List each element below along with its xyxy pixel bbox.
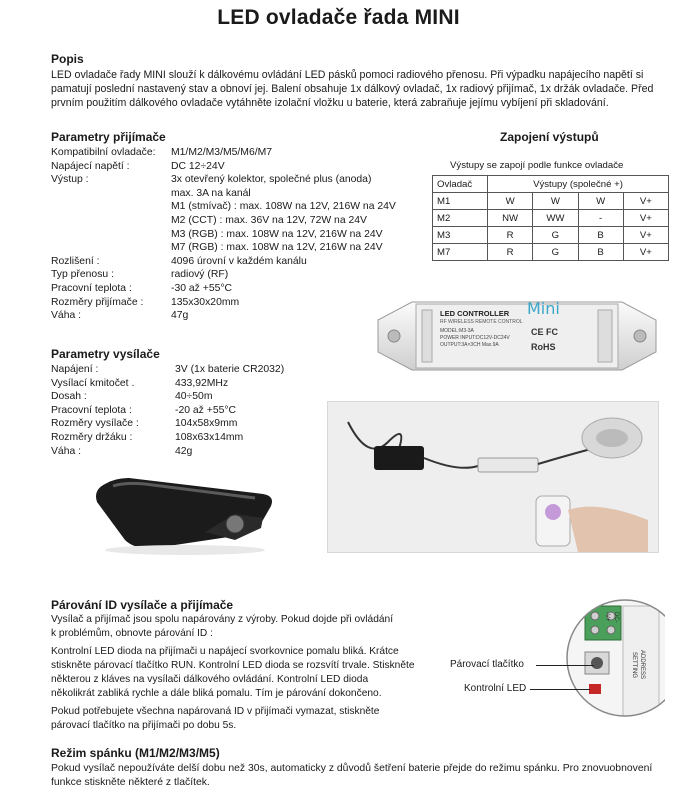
table-header: Ovladač: [433, 176, 488, 193]
param-key: [51, 241, 171, 255]
pairing-button-label: Párovací tlačítko: [450, 659, 524, 670]
pairing-line: několikrát zabliká rychle a dále bliká pomalu. Tím je párování dokončeno.: [51, 688, 382, 699]
table-cell: M1: [433, 193, 488, 210]
table-cell: B: [578, 227, 623, 244]
table-cell: W: [488, 193, 533, 210]
pairing-button-pointer: [536, 665, 594, 666]
device-subtitle: RF WIRELESS REMOTE CONTROL: [440, 319, 523, 325]
param-key: Dosah :: [51, 391, 87, 403]
table-cell: M3: [433, 227, 488, 244]
popis-line: prvním použitím dálkového ovladače vytáhněte izolační vložku u baterie, která zabraňuje jejímu vybíjení při skladování.: [51, 97, 609, 109]
param-key: Rozměry držáku :: [51, 431, 133, 443]
table-cell: -: [578, 210, 623, 227]
param-value: DC 12÷24V: [171, 160, 225, 172]
param-key: Váha :: [51, 445, 82, 457]
device-specs: [440, 328, 510, 349]
table-cell: R: [488, 244, 533, 261]
table-cell: B: [578, 244, 623, 261]
param-value: M1 (stmívač) : max. 108W na 12V, 216W na 24V: [171, 201, 396, 213]
transmitter-heading: Parametry vysílače: [51, 347, 160, 361]
transmitter-params: [51, 363, 321, 458]
table-cell: V+: [623, 210, 668, 227]
param-value: M1/M2/M3/M5/M6/M7: [171, 147, 273, 158]
control-led-pointer: [530, 689, 590, 690]
param-value: 3x otevřený kolektor, společné plus (anoda): [171, 174, 372, 186]
table-row: [433, 227, 669, 244]
wiring-heading: Zapojení výstupů: [500, 130, 599, 144]
device-label: LED CONTROLLER: [440, 309, 510, 318]
popis-heading: Popis: [51, 52, 84, 66]
terminal-label: -V+: [604, 612, 610, 622]
param-key: Výstup :: [51, 174, 89, 186]
table-cell: G: [533, 244, 578, 261]
param-key: Kompatibilní ovladače:: [51, 147, 156, 158]
param-value: radiový (RF): [171, 269, 229, 281]
pairing-line: párovací tlačítko na přijímači po dobu 5s.: [51, 720, 237, 731]
page-title: LED ovladače řada MINI: [217, 6, 460, 29]
param-value: M3 (RGB) : max. 108W na 12V, 216W na 24V: [171, 228, 383, 240]
param-key: Rozměry vysílače :: [51, 418, 139, 430]
table-row: [433, 193, 669, 210]
param-key: Pracovní teplota :: [51, 282, 132, 294]
table-cell: M2: [433, 210, 488, 227]
param-key: Typ přenosu :: [51, 269, 114, 281]
pairing-line: Kontrolní LED dioda na přijímači u napájecí svorkovnice pomalu bliká. Krátce: [51, 646, 399, 657]
pairing-line: Vysílač a přijímač jsou spolu napárovány z výroby. Pokud dojde při ovládání: [51, 614, 394, 625]
param-value: 108x63x14mm: [175, 431, 244, 443]
table-row: [433, 244, 669, 261]
pairing-text: [51, 613, 421, 733]
param-value: M2 (CCT) : max. 36V na 12V, 72W na 24V: [171, 214, 367, 226]
table-cell: V+: [623, 244, 668, 261]
table-row: [433, 210, 669, 227]
param-key: Vysílací kmitočet .: [51, 377, 135, 389]
ce-fc-mark: CE FC: [531, 327, 558, 337]
wiring-caption: Výstupy se zapojí podle funkce ovladače: [450, 160, 624, 171]
popis-line: LED ovladače řady MINI slouží k dálkovému ovládání LED pásků pomoci radiového přenosu. Při výpadku napájecího napětí si: [51, 69, 644, 81]
led-controller-device-image: [372, 290, 662, 382]
param-key: Rozměry přijímače :: [51, 296, 144, 308]
popis-text: [51, 68, 661, 110]
param-key: Pracovní teplota :: [51, 404, 132, 416]
table-cell: V+: [623, 193, 668, 210]
param-value: 4096 úrovní v každém kanálu: [171, 255, 307, 267]
param-key: Napájecí napětí :: [51, 160, 130, 172]
terminal-label: SETTING: [631, 652, 637, 679]
param-value: -20 až +55°C: [175, 404, 237, 416]
table-cell: NW: [488, 210, 533, 227]
rohs-mark: RoHS: [531, 342, 556, 352]
terminal-label: ADDRESS: [639, 650, 645, 680]
param-value: 3V (1x baterie CR2032): [175, 364, 285, 375]
table-cell: V+: [623, 227, 668, 244]
device-brand: Mini: [527, 299, 560, 318]
param-key: [51, 187, 171, 201]
param-key: [51, 214, 171, 228]
table-cell: WW: [533, 210, 578, 227]
param-value: 104x58x9mm: [175, 418, 238, 430]
device-power: POWER INPUT:DC12V-DC24V: [440, 335, 510, 341]
pairing-line: některou z kláves na vysílači dálkového ovládání. Kontrolní LED dioda: [51, 674, 369, 685]
param-key: [51, 200, 171, 214]
sleep-text: [51, 762, 666, 790]
param-value: M7 (RGB) : max. 108W na 12V, 216W na 24V: [171, 242, 383, 254]
table-cell: R: [488, 227, 533, 244]
param-key: Napájení :: [51, 364, 99, 375]
sleep-line: funkce stiskněte některé z tlačítek.: [51, 777, 210, 788]
param-value: -30 až +55°C: [171, 282, 233, 294]
terminal-label: DC-: [613, 612, 619, 623]
device-model: MODEL:M3-3A: [440, 328, 474, 334]
param-value: 433,92MHz: [175, 377, 229, 389]
param-value: 40÷50m: [175, 391, 213, 403]
receiver-params: [51, 146, 401, 323]
table-cell: W: [578, 193, 623, 210]
param-key: [51, 228, 171, 242]
param-value: 42g: [175, 445, 193, 457]
device-output: OUTPUT:3A×3CH Max.9A: [440, 342, 499, 348]
table-header: Výstupy (společné +): [488, 176, 669, 193]
table-cell: M7: [433, 244, 488, 261]
pairing-heading: Párování ID vysílače a přijímače: [51, 598, 234, 612]
receiver-heading: Parametry přijímače: [51, 130, 166, 144]
table-cell: W: [533, 193, 578, 210]
pairing-line: stiskněte párovací tlačítko RUN. Kontrolní LED dioda se rozsvítí trvale. Stiskněte: [51, 660, 415, 671]
wiring-table: [432, 175, 669, 261]
installation-photo: [327, 401, 659, 553]
popis-line: pamatují poslední nastavený stav a obnoví jej. Balení obsahuje 1x dálkový ovladač, 1x radiový přijímač, 1x držák ovladače. Před: [51, 83, 654, 95]
sleep-heading: Režim spánku (M1/M2/M3/M5): [51, 746, 220, 760]
pairing-line: k problémům, obnovte párování ID :: [51, 628, 213, 639]
param-value: 135x30x20mm: [171, 296, 240, 308]
param-key: Rozlišení :: [51, 255, 100, 267]
param-key: Váha :: [51, 310, 82, 322]
control-led-label: Kontrolní LED: [464, 683, 527, 694]
pairing-line: Pokud potřebujete všechna napárovaná ID v přijímači vymazat, stiskněte: [51, 706, 380, 717]
param-value: max. 3A na kanál: [171, 187, 251, 199]
table-row: [433, 176, 669, 193]
table-cell: G: [533, 227, 578, 244]
sleep-line: Pokud vysílač nepoužíváte delší dobu než 30s, automaticky z důvodů šetření baterie přejde do režimu spánku. Pro znovuobnovení: [51, 763, 653, 774]
remote-holder-image: [85, 470, 285, 560]
param-value: 47g: [171, 310, 189, 322]
